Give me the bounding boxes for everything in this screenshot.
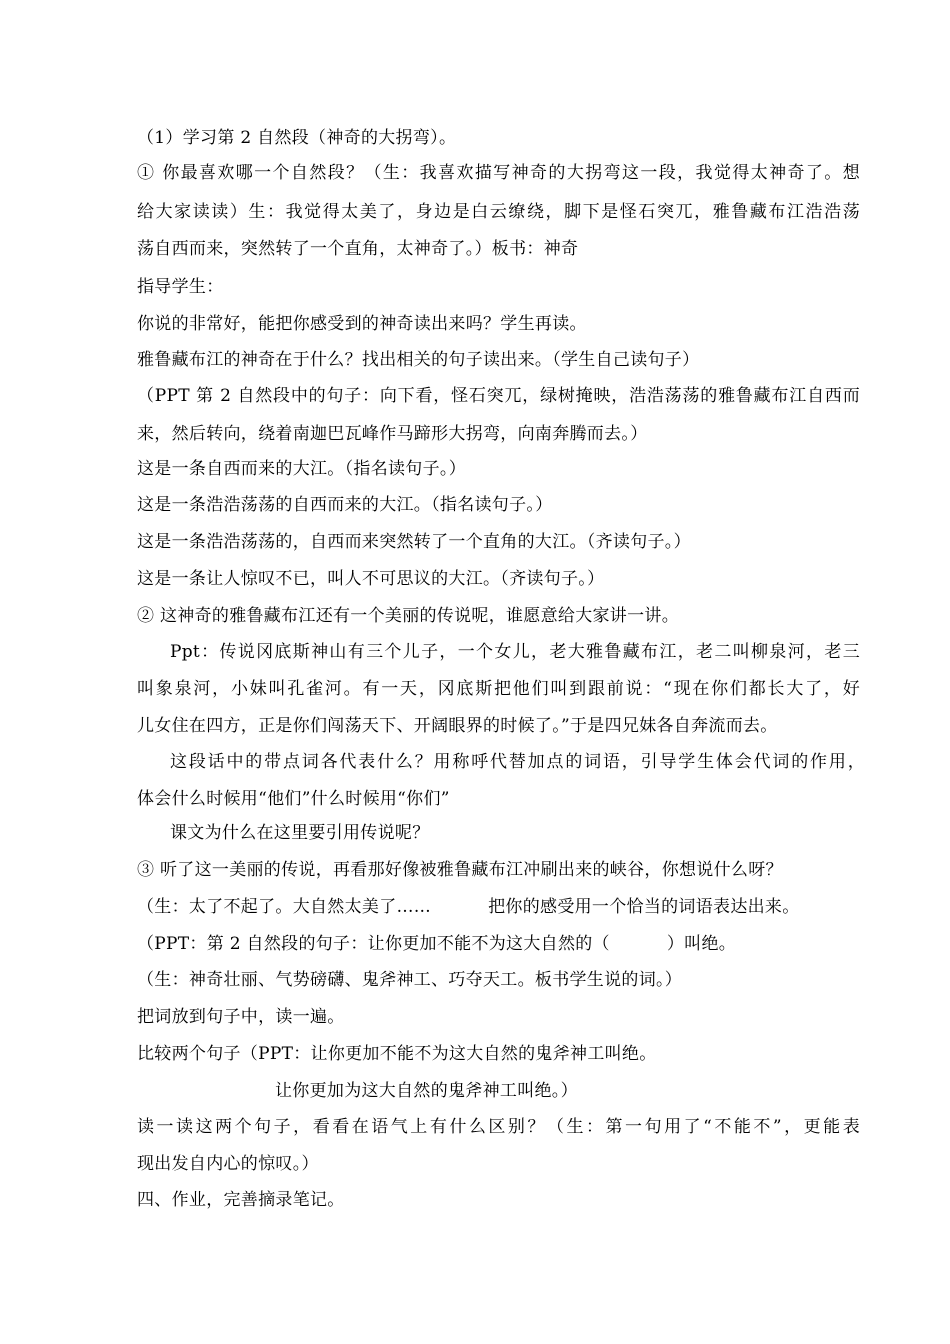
section-heading: 四、作业，完善摘录笔记。 <box>137 1190 345 1210</box>
paragraph-line: 指导学生： <box>137 277 224 297</box>
paragraph-line: 雅鲁藏布江的神奇在于什么？找出相关的句子读出来。（学生自己读句子） <box>137 350 700 370</box>
paragraph-line: 课文为什么在这里要引用传说呢？ <box>170 823 430 843</box>
paragraph-line: 把词放到句子中，读一遍。 <box>137 1007 345 1027</box>
paragraph-line: ② 这神奇的雅鲁藏布江还有一个美丽的传说呢，谁愿意给大家讲一讲。 <box>137 606 680 626</box>
paragraph-line: 读一读这两个句子，看看在语气上有什么区别？（生：第一句用了“不能不”，更能表 <box>137 1117 860 1137</box>
paragraph-line: 比较两个句子（PPT：让你更加不能不为这大自然的鬼斧神工叫绝。 <box>137 1044 657 1064</box>
paragraph-line: 荡自西而来，突然转了一个直角，太神奇了。）板书：神奇 <box>137 239 579 259</box>
paragraph-line: ③ 听了这一美丽的传说，再看那好像被雅鲁藏布江冲刷出来的峡谷，你想说什么呀？ <box>137 860 783 880</box>
paragraph-line: 来，然后转向，绕着南迦巴瓦峰作马蹄形大拐弯，向南奔腾而去。） <box>137 424 648 444</box>
paragraph-line: Ppt：传说冈底斯神山有三个儿子，一个女儿，老大雅鲁藏布江，老二叫柳泉河，老三 <box>170 642 860 662</box>
paragraph-line: （PPT：第 2 自然段的句子：让你更加不能不为这大自然的（ ）叫绝。 <box>137 934 737 954</box>
paragraph-line: 给大家读读）生：我觉得太美了，身边是白云缭绕，脚下是怪石突兀，雅鲁藏布江浩浩荡 <box>137 202 860 222</box>
section-heading: （1）学习第 2 自然段（神奇的大拐弯）。 <box>137 128 457 148</box>
paragraph-line: 现出发自内心的惊叹。） <box>137 1154 319 1174</box>
paragraph-line: 这是一条浩浩荡荡的自西而来的大江。（指名读句子。） <box>137 495 553 515</box>
paragraph-line: （PPT 第 2 自然段中的句子：向下看，怪石突兀，绿树掩映，浩浩荡荡的雅鲁藏布江自西而 <box>137 386 860 406</box>
paragraph-line: 这是一条浩浩荡荡的，自西而来突然转了一个直角的大江。（齐读句子。） <box>137 532 691 552</box>
paragraph-line: （生：太了不起了。大自然太美了…… 把你的感受用一个恰当的词语表达出来。 <box>137 897 800 917</box>
paragraph-line: 这是一条让人惊叹不已，叫人不可思议的大江。（齐读句子。） <box>137 569 605 589</box>
paragraph-line: 让你更加为这大自然的鬼斧神工叫绝。） <box>275 1081 578 1101</box>
paragraph-line: 这是一条自西而来的大江。（指名读句子。） <box>137 459 466 479</box>
paragraph-line: 儿女住在四方，正是你们闯荡天下、开阔眼界的时候了。”于是四兄妹各自奔流而去。 <box>137 716 778 736</box>
paragraph-line: 你说的非常好，能把你感受到的神奇读出来吗？学生再读。 <box>137 314 587 334</box>
paragraph-line: 叫象泉河，小妹叫孔雀河。有一天，冈底斯把他们叫到跟前说：“现在你们都长大了，好 <box>137 679 860 699</box>
paragraph-line: ① 你最喜欢哪一个自然段？（生：我喜欢描写神奇的大拐弯这一段，我觉得太神奇了。想 <box>137 163 860 183</box>
paragraph-line: 体会什么时候用“他们”什么时候用“你们” <box>137 789 450 809</box>
paragraph-line: （生：神奇壮丽、气势磅礴、鬼斧神工、巧夺天工。板书学生说的词。） <box>137 970 683 990</box>
paragraph-line: 这段话中的带点词各代表什么？用称呼代替加点的词语，引导学生体会代词的作用， <box>170 752 865 772</box>
